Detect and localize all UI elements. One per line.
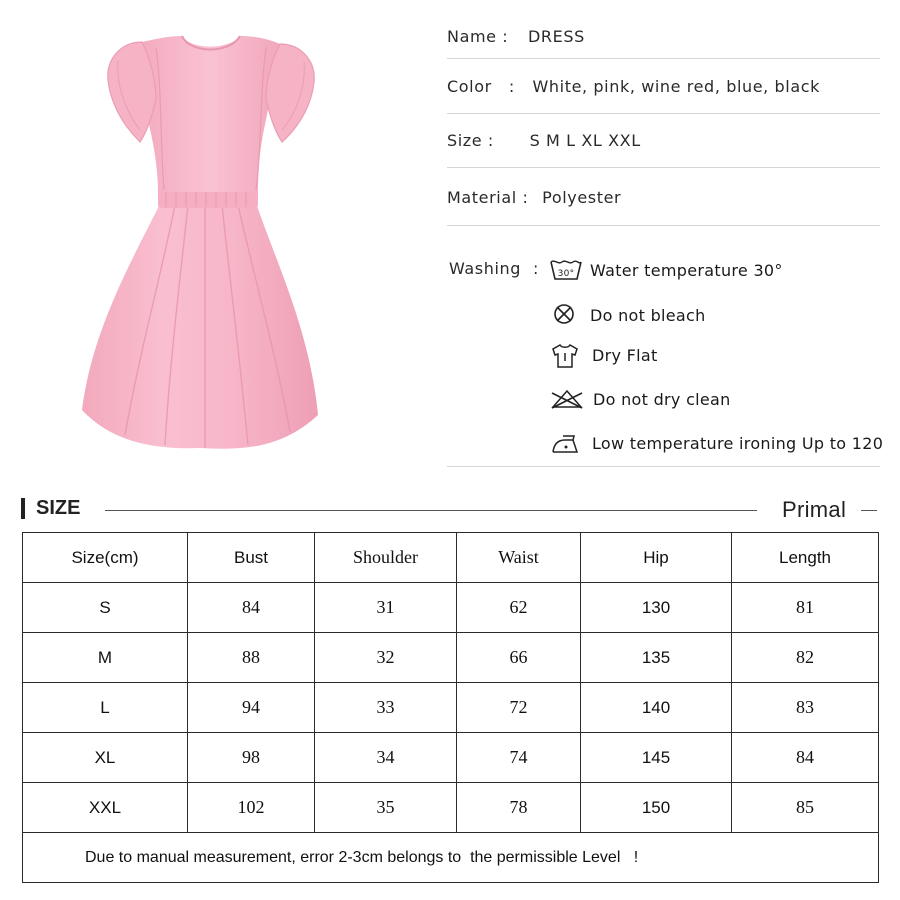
cell-size: L: [23, 683, 188, 733]
cell-length: 82: [732, 633, 879, 683]
care-text: Water temperature 30°: [590, 261, 783, 280]
cell-hip: 140: [581, 683, 732, 733]
info-color-label: Color :: [447, 77, 515, 96]
cell-shoulder: 35: [315, 783, 457, 833]
care-item-no-dry-clean: [549, 387, 731, 411]
cell-hip: 145: [581, 733, 732, 783]
info-color-value: White, pink, wine red, blue, black: [532, 77, 821, 96]
care-text: Low temperature ironing Up to 120: [592, 434, 884, 453]
cell-hip: 130: [581, 583, 732, 633]
cell-shoulder: 34: [315, 733, 457, 783]
care-text: Dry Flat: [592, 346, 658, 365]
cell-length: 81: [732, 583, 879, 633]
header-length: Length: [732, 533, 879, 583]
cell-size: XXL: [23, 783, 188, 833]
cell-waist: 74: [457, 733, 581, 783]
cell-waist: 66: [457, 633, 581, 683]
info-size-label: Size :: [447, 131, 494, 150]
cell-size: M: [23, 633, 188, 683]
iron-low-icon: [549, 432, 581, 456]
header-hip: Hip: [581, 533, 732, 583]
info-name-value: DRESS: [527, 27, 585, 46]
care-item-no-bleach: [549, 303, 706, 327]
care-text: Do not dry clean: [593, 390, 731, 409]
wash-30-icon: [549, 257, 583, 283]
header-bust: Bust: [188, 533, 315, 583]
cell-length: 84: [732, 733, 879, 783]
washing-colon: :: [533, 259, 539, 278]
size-section-title: SIZE: [36, 497, 81, 519]
product-image-pink-dress: [70, 30, 330, 460]
cell-bust: 102: [188, 783, 315, 833]
section-marker: [21, 498, 25, 519]
divider: [447, 167, 880, 168]
no-dry-clean-icon: [549, 387, 585, 411]
header-rule: [105, 510, 757, 511]
cell-shoulder: 32: [315, 633, 457, 683]
care-item-iron-low: [549, 432, 884, 456]
header-size: Size(cm): [23, 533, 188, 583]
cell-waist: 78: [457, 783, 581, 833]
table-row: [23, 783, 879, 833]
care-text: Do not bleach: [590, 306, 706, 325]
cell-length: 83: [732, 683, 879, 733]
cell-waist: 72: [457, 683, 581, 733]
wash-30-icon-text: 30°: [557, 269, 575, 279]
cell-length: 85: [732, 783, 879, 833]
info-name: [447, 27, 880, 46]
cell-bust: 94: [188, 683, 315, 733]
dry-flat-icon: [549, 343, 581, 369]
care-item-dry-flat: [549, 343, 658, 369]
cell-bust: 98: [188, 733, 315, 783]
size-table: [22, 532, 879, 883]
divider: [447, 58, 880, 59]
cell-waist: 62: [457, 583, 581, 633]
cell-size: XL: [23, 733, 188, 783]
cell-shoulder: 31: [315, 583, 457, 633]
cell-bust: 88: [188, 633, 315, 683]
divider: [447, 225, 880, 226]
divider: [447, 466, 880, 467]
care-item-wash-30: [549, 257, 783, 283]
cell-hip: 150: [581, 783, 732, 833]
brand-name: Primal: [782, 497, 847, 522]
table-note-row: [23, 833, 879, 883]
table-row: [23, 633, 879, 683]
table-header-row: [23, 533, 879, 583]
measurement-note: Due to manual measurement, error 2-3cm belongs to the permissible Level !: [23, 833, 879, 883]
divider: [447, 113, 880, 114]
table-row: [23, 683, 879, 733]
cell-bust: 84: [188, 583, 315, 633]
header-shoulder: Shoulder: [315, 533, 457, 583]
info-material: [447, 188, 880, 207]
header-rule-short: [861, 510, 877, 511]
info-color: [447, 77, 880, 96]
washing-label: Washing: [449, 259, 522, 278]
cell-shoulder: 33: [315, 683, 457, 733]
no-bleach-icon: [549, 303, 579, 327]
info-size-value: S M L XL XXL: [529, 131, 641, 150]
cell-size: S: [23, 583, 188, 633]
header-waist: Waist: [457, 533, 581, 583]
table-row: [23, 733, 879, 783]
info-size: [447, 131, 880, 150]
cell-hip: 135: [581, 633, 732, 683]
info-name-label: Name :: [447, 27, 509, 46]
info-material-value: Polyester: [542, 188, 622, 207]
info-material-label: Material :: [447, 188, 529, 207]
table-row: [23, 583, 879, 633]
